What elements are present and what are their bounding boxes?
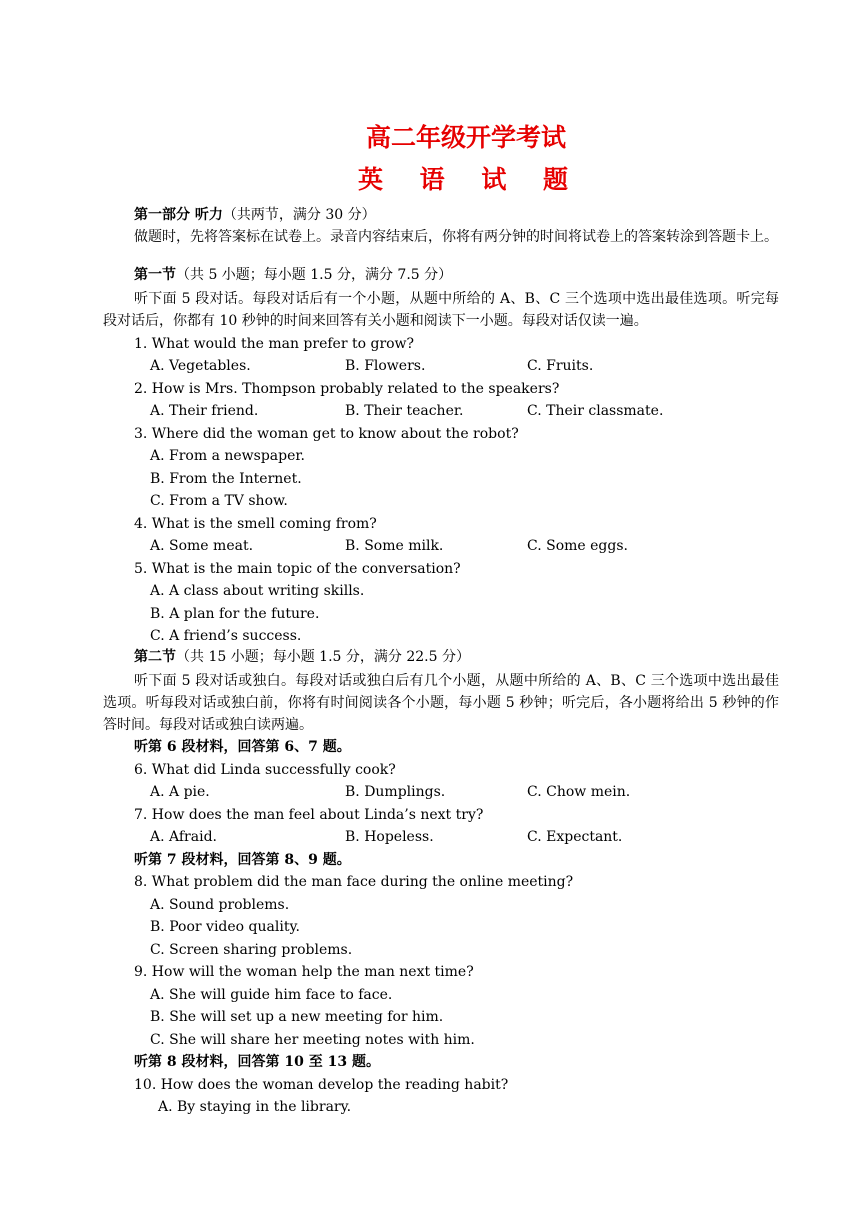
q2-option-a: A. Their friend.: [150, 403, 259, 419]
section1-heading-bold: 第一节: [134, 267, 176, 283]
section2-instructions: 听下面 5 段对话或独白。每段对话或独白后有几个小题，从题中所给的 A、B、C 三个选项中选出最佳选项。听每段对话或独白前，你将有时间阅读各个小题，每小题 5 秒钟；听完后，各小题将给出 5 秒钟的作答时间。每段对话或独白读两遍。: [103, 673, 779, 733]
q3-option-a: A. From a newspaper.: [150, 448, 305, 464]
section2-heading-bold: 第二节: [134, 649, 176, 665]
section1-instructions: 听下面 5 段对话。每段对话后有一个小题，从题中所给的 A、B、C 三个选项中选出最佳选项。听完每段对话后，你都有 10 秒钟的时间来回答有关小题和阅读下一小题。每段对话仅读一遍。: [103, 291, 779, 329]
q7-option-a: A. Afraid.: [150, 829, 217, 845]
section1-heading: [134, 266, 452, 284]
q5-option-a: A. A class about writing skills.: [150, 583, 365, 599]
q2-option-c: C. Their classmate.: [527, 403, 664, 419]
q8-stem: 8. What problem did the man face during the online meeting?: [134, 874, 574, 890]
q9-option-c: C. She will share her meeting notes with him.: [150, 1032, 475, 1048]
q6-option-c: C. Chow mein.: [527, 784, 631, 800]
section2-heading-rest: （共 15 小题；每小题 1.5 分，满分 22.5 分）: [176, 649, 470, 665]
part1-instructions: 做题时，先将答案标在试卷上。录音内容结束后，你将有两分钟的时间将试卷上的答案转涂到答题卡上。: [134, 229, 778, 245]
q8-option-a: A. Sound problems.: [150, 897, 290, 913]
q1-option-c: C. Fruits.: [527, 358, 594, 374]
exam-subtitle: 英 语 试 题: [357, 165, 583, 194]
exam-title: 高二年级开学考试: [365, 123, 566, 152]
q9-stem: 9. How will the woman help the man next time?: [134, 964, 474, 980]
part1-heading-rest: （共两节，满分 30 分）: [222, 207, 376, 223]
material8-heading: 听第 8 段材料，回答第 10 至 13 题。: [134, 1054, 380, 1070]
q1-option-a: A. Vegetables.: [150, 358, 251, 374]
part1-heading: [134, 206, 376, 224]
material6-heading: 听第 6 段材料，回答第 6、7 题。: [134, 739, 351, 755]
q2-stem: 2. How is Mrs. Thompson probably related to the speakers?: [134, 381, 560, 397]
q5-option-b: B. A plan for the future.: [150, 606, 320, 622]
q1-option-b: B. Flowers.: [345, 358, 426, 374]
q7-option-c: C. Expectant.: [527, 829, 623, 845]
q4-option-b: B. Some milk.: [345, 538, 444, 554]
q2-option-b: B. Their teacher.: [345, 403, 464, 419]
q1-stem: 1. What would the man prefer to grow?: [134, 336, 415, 352]
q7-stem: 7. How does the man feel about Linda’s next try?: [134, 807, 484, 823]
q10-option-a: A. By staying in the library.: [158, 1099, 352, 1115]
q4-option-a: A. Some meat.: [150, 538, 254, 554]
q4-option-c: C. Some eggs.: [527, 538, 628, 554]
q3-option-b: B. From the Internet.: [150, 471, 302, 487]
q8-option-c: C. Screen sharing problems.: [150, 942, 353, 958]
q5-option-c: C. A friend’s success.: [150, 628, 302, 644]
q6-stem: 6. What did Linda successfully cook?: [134, 762, 396, 778]
q9-option-b: B. She will set up a new meeting for him.: [150, 1009, 444, 1025]
q8-option-b: B. Poor video quality.: [150, 919, 300, 935]
q10-stem: 10. How does the woman develop the reading habit?: [134, 1077, 509, 1093]
q9-option-a: A. She will guide him face to face.: [150, 987, 393, 1003]
q3-option-c: C. From a TV show.: [150, 493, 288, 509]
material7-heading: 听第 7 段材料，回答第 8、9 题。: [134, 852, 351, 868]
q3-stem: 3. Where did the woman get to know about the robot?: [134, 426, 519, 442]
q6-option-b: B. Dumplings.: [345, 784, 446, 800]
q7-option-b: B. Hopeless.: [345, 829, 434, 845]
part1-heading-bold: 第一部分 听力: [134, 207, 223, 223]
section2-heading: [134, 648, 470, 666]
q6-option-a: A. A pie.: [150, 784, 210, 800]
q5-stem: 5. What is the main topic of the conversation?: [134, 561, 461, 577]
q4-stem: 4. What is the smell coming from?: [134, 516, 377, 532]
section1-heading-rest: （共 5 小题；每小题 1.5 分，满分 7.5 分）: [176, 267, 453, 283]
